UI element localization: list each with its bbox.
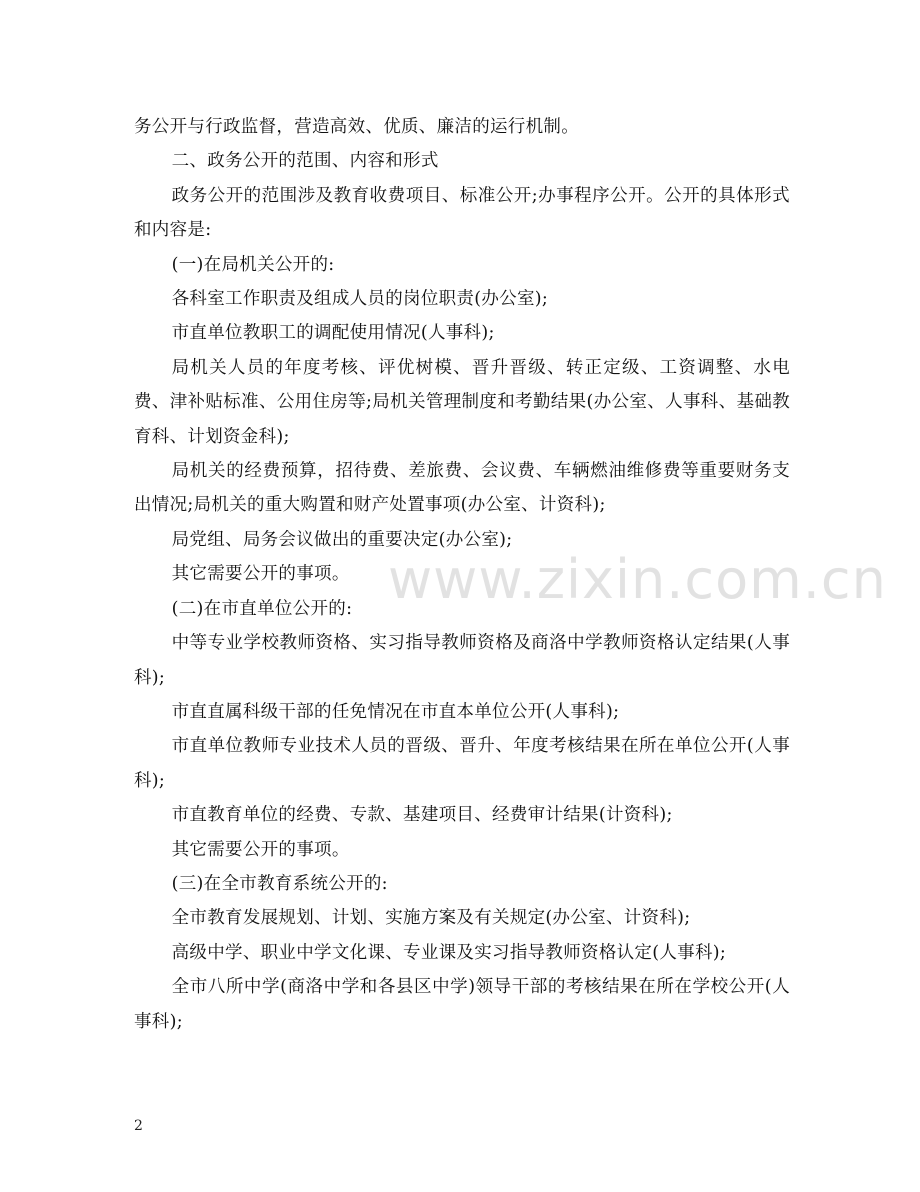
list-item: 高级中学、职业中学文化课、专业课及实习指导教师资格认定(人事科); bbox=[171, 942, 727, 963]
subsection-heading: (三)在全市教育系统公开的: bbox=[171, 873, 388, 894]
subsection-heading: (一)在局机关公开的: bbox=[171, 254, 335, 275]
list-item: 市直单位教师专业技术人员的晋级、晋升、年度考核结果在所在单位公开(人事科); bbox=[134, 736, 790, 791]
list-item: 局机关的经费预算，招待费、差旅费、会议费、车辆燃油维修费等重要财务支出情况;局机关的重大购置和财产处置事项(办公室、计资科); bbox=[134, 461, 790, 516]
list-item: 局机关人员的年度考核、评优树模、晋升晋级、转正定级、工资调整、水电费、津补贴标准、公用住房等;局机关管理制度和考勤结果(办公室、人事科、基础教育科、计划资金科); bbox=[134, 357, 790, 447]
list-item: 全市八所中学(商洛中学和各县区中学)领导干部的考核结果在所在学校公开(人事科); bbox=[134, 977, 790, 1032]
list-item: 其它需要公开的事项。 bbox=[171, 839, 350, 860]
document-body bbox=[134, 110, 790, 1039]
list-item: 各科室工作职责及组成人员的岗位职责(办公室); bbox=[171, 289, 549, 310]
paragraph: 政务公开的范围涉及教育收费项目、标准公开;办事程序公开。公开的具体形式和内容是: bbox=[134, 185, 790, 241]
watermark: www.zixin.com.cn bbox=[388, 548, 887, 611]
section-heading: 二、政务公开的范围、内容和形式 bbox=[171, 151, 439, 172]
list-item: 全市教育发展规划、计划、实施方案及有关规定(办公室、计资科); bbox=[171, 908, 691, 929]
list-item: 局党组、局务会议做出的重要决定(办公室); bbox=[171, 529, 513, 550]
page-number: 2 bbox=[134, 1118, 143, 1134]
list-item: 其它需要公开的事项。 bbox=[171, 564, 350, 585]
list-item: 市直单位教职工的调配使用情况(人事科); bbox=[171, 323, 495, 344]
paragraph: 务公开与行政监督，营造高效、优质、廉洁的运行机制。 bbox=[134, 117, 579, 137]
list-item: 市直直属科级干部的任免情况在市直本单位公开(人事科); bbox=[171, 701, 620, 722]
subsection-heading: (二)在市直单位公开的: bbox=[171, 598, 353, 619]
list-item: 中等专业学校教师资格、实习指导教师资格及商洛中学教师资格认定结果(人事科); bbox=[134, 633, 790, 688]
list-item: 市直教育单位的经费、专款、基建项目、经费审计结果(计资科); bbox=[171, 805, 673, 826]
